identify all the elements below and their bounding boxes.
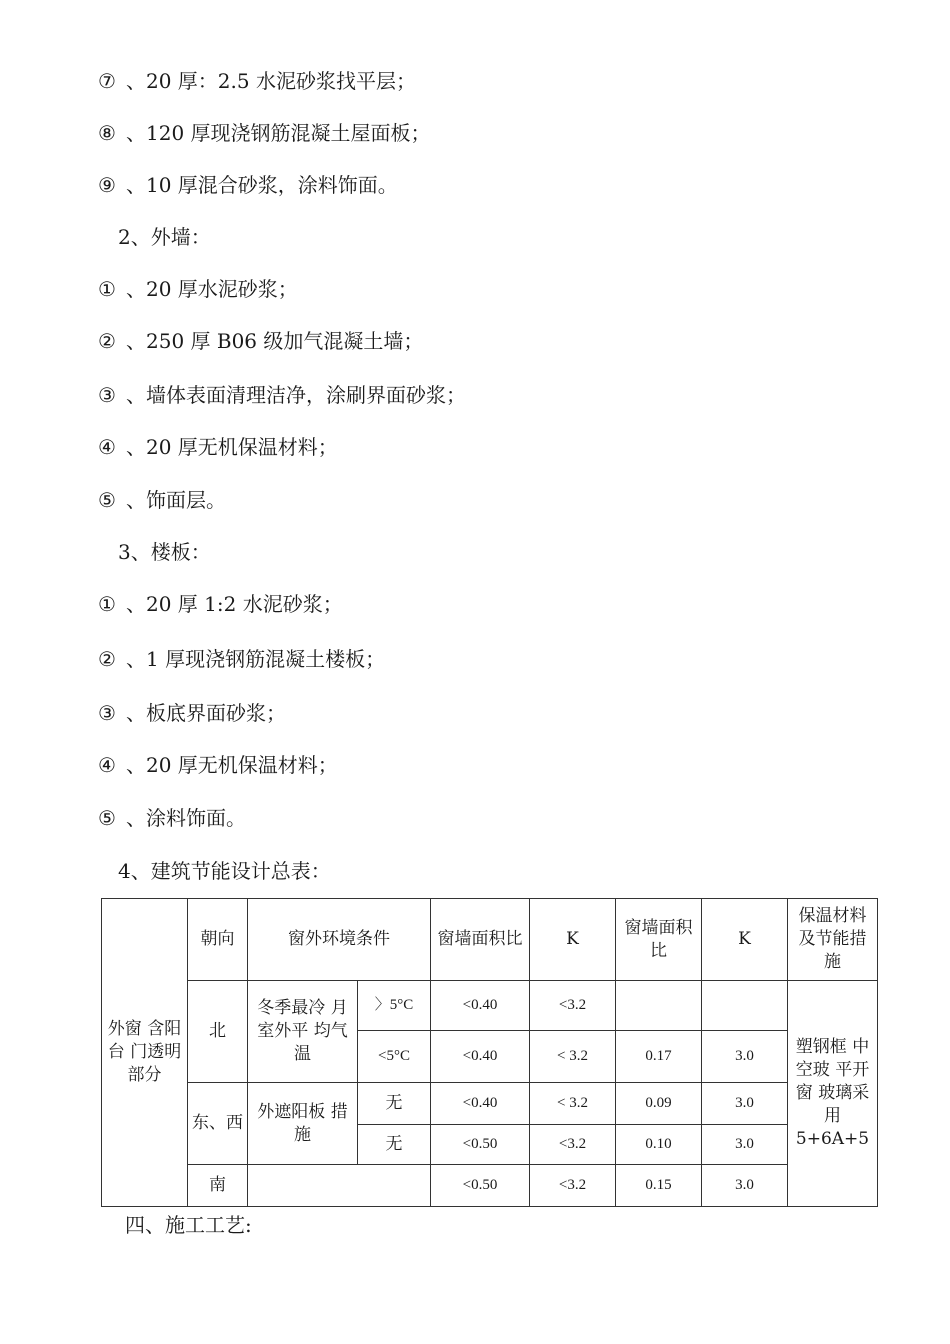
heading-energy-table	[118, 858, 331, 884]
k-cell: 3.0	[702, 1083, 788, 1125]
k-cell: 3.0	[702, 1125, 788, 1165]
floor-layer-4	[98, 752, 338, 778]
ratio-cell: 0.15	[616, 1165, 702, 1207]
ratio-cell: 0.09	[616, 1083, 702, 1125]
ratio-cell: <0.40	[431, 1031, 530, 1083]
table-row	[102, 1083, 878, 1125]
line-text: 、20 厚 1:2 水泥砂浆；	[126, 592, 343, 616]
roof-layer-7	[98, 68, 416, 94]
section-construction-process: 四、施工工艺:	[125, 1213, 252, 1237]
k-cell: <3.2	[530, 981, 616, 1031]
line-text: 、饰面层。	[126, 488, 226, 512]
insulation-spec: 5+6A+5	[795, 1129, 870, 1149]
floor-layer-2	[98, 646, 385, 672]
line-text: 、120 厚现浇钢筋混凝土屋面板；	[126, 121, 431, 145]
wall-layer-2	[98, 328, 423, 354]
roof-layer-8	[98, 120, 431, 146]
roof-layer-9	[98, 172, 398, 198]
k-cell	[702, 981, 788, 1031]
line-text: 、20 厚无机保温材料；	[126, 753, 338, 777]
energy-saving-table	[101, 898, 878, 1207]
list-marker: ⑤	[98, 806, 116, 830]
k-cell: < 3.2	[530, 1083, 616, 1125]
list-marker: ③	[98, 383, 116, 407]
wall-layer-1	[98, 276, 298, 302]
line-text: 、20 厚无机保温材料；	[126, 435, 338, 459]
header-ratio-2: 窗墙面积比	[616, 899, 702, 981]
south-environment	[248, 1165, 431, 1207]
orientation-south: 南	[188, 1165, 248, 1207]
line-text: 、250 厚 B06 级加气混凝土墙；	[126, 329, 424, 353]
insulation-text: 塑钢框 中空玻 平开窗 玻璃采用	[795, 1037, 870, 1126]
heading-floor-slab	[118, 539, 211, 565]
condition-cell: 无	[358, 1083, 431, 1125]
wall-layer-5	[98, 487, 226, 513]
table-row	[102, 981, 878, 1031]
condition-cell: <5°C	[358, 1031, 431, 1083]
header-insulation: 保温材料及节能措施	[788, 899, 878, 981]
list-marker: ①	[98, 592, 116, 616]
list-marker: ②	[98, 329, 116, 353]
list-marker: ⑦	[98, 69, 116, 93]
ratio-cell	[616, 981, 702, 1031]
line-text: 、墙体表面清理洁净，涂刷界面砂浆；	[126, 383, 466, 407]
list-marker: ④	[98, 435, 116, 459]
condition-cell: 〉5°C	[358, 981, 431, 1031]
line-text: 、20 厚水泥砂浆；	[126, 277, 298, 301]
ratio-cell: 0.10	[616, 1125, 702, 1165]
ratio-cell: 0.17	[616, 1031, 702, 1083]
table-row	[102, 1165, 878, 1207]
floor-layer-5	[98, 805, 246, 831]
list-marker: ④	[98, 753, 116, 777]
list-marker: ①	[98, 277, 116, 301]
line-text: 、板底界面砂浆；	[126, 701, 286, 725]
header-k-1: K	[530, 899, 616, 981]
list-marker: ⑤	[98, 488, 116, 512]
line-text: 、20 厚：2.5 水泥砂浆找平层；	[126, 69, 416, 93]
k-cell: 3.0	[702, 1165, 788, 1207]
floor-layer-3	[98, 700, 286, 726]
line-text: 、涂料饰面。	[126, 806, 246, 830]
insulation-cell	[788, 981, 878, 1207]
list-marker: ③	[98, 701, 116, 725]
line-text: 、10 厚混合砂浆，涂料饰面。	[126, 173, 398, 197]
floor-layer-1	[98, 591, 343, 617]
rowhead-cell: 外窗 含阳台 门透明 部分	[102, 899, 188, 1207]
header-k-2: K	[702, 899, 788, 981]
line-text: 、1 厚现浇钢筋混凝土楼板；	[126, 647, 386, 671]
ratio-cell: <0.40	[431, 981, 530, 1031]
heading-text: 2、外墙：	[118, 225, 211, 249]
header-orientation: 朝向	[188, 899, 248, 981]
ratio-cell: <0.40	[431, 1083, 530, 1125]
heading-text: 3、楼板：	[118, 540, 211, 564]
table-header-row	[102, 899, 878, 981]
condition-cell: 无	[358, 1125, 431, 1165]
north-environment: 冬季最冷 月室外平 均气温	[248, 981, 358, 1083]
list-marker: ②	[98, 647, 116, 671]
k-cell: <3.2	[530, 1165, 616, 1207]
heading-text: 4、建筑节能设计总表：	[118, 859, 331, 883]
wall-layer-3	[98, 382, 466, 408]
heading-exterior-wall	[118, 224, 211, 250]
k-cell: 3.0	[702, 1031, 788, 1083]
ratio-cell: <0.50	[431, 1165, 530, 1207]
header-ratio-1: 窗墙面积比	[431, 899, 530, 981]
list-marker: ⑨	[98, 173, 116, 197]
orientation-north: 北	[188, 981, 248, 1083]
ratio-cell: <0.50	[431, 1125, 530, 1165]
k-cell: <3.2	[530, 1125, 616, 1165]
eastwest-environment: 外遮阳板 措施	[248, 1083, 358, 1165]
header-environment: 窗外环境条件	[248, 899, 431, 981]
wall-layer-4	[98, 434, 338, 460]
list-marker: ⑧	[98, 121, 116, 145]
k-cell: < 3.2	[530, 1031, 616, 1083]
orientation-east-west: 东、西	[188, 1083, 248, 1165]
